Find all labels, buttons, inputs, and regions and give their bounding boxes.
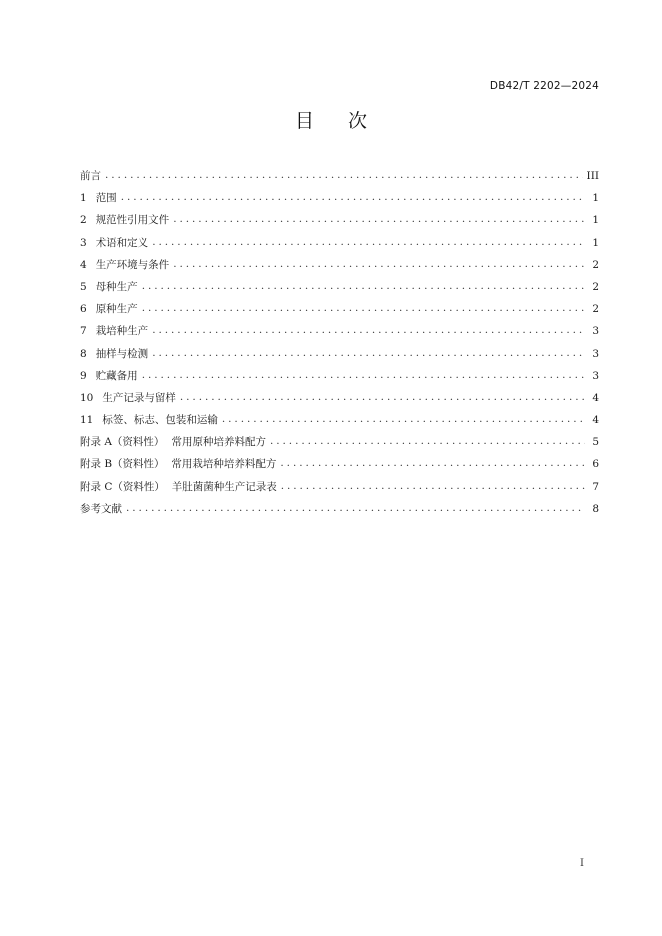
toc-entry-page: 3 [592,325,599,338]
toc-entry-page: 2 [592,258,599,271]
toc-entry-environment[interactable] [80,254,599,276]
toc-entry-number: 1 [80,192,87,205]
page-number: I [580,858,584,869]
toc-entry-records-samples[interactable] [80,387,599,409]
toc-entry-label: 附录 C（资料性） [80,480,165,493]
toc-leader-dots [180,386,585,408]
toc-leader-dots [280,452,585,474]
toc-entry-number: 11 [80,414,94,427]
page-title: 目 次 [294,110,382,132]
toc-entry-scope[interactable] [80,187,599,209]
toc-entry-page: 4 [592,391,599,404]
toc-entry-page: 6 [592,458,599,471]
toc-leader-dots [173,253,585,275]
toc-entry-page: 2 [592,280,599,293]
toc-entry-subtitle: 常用原种培养料配方 [171,436,266,449]
toc-entry-number: 2 [80,214,87,227]
toc-entry-appendix-c[interactable] [80,476,599,498]
toc-entry-subtitle: 常用栽培种培养料配方 [171,458,277,471]
toc-entry-page: 4 [592,414,599,427]
toc-entry-labeling-packaging[interactable] [80,409,599,431]
toc-leader-dots [121,186,585,208]
toc-entry-number: 3 [80,236,87,249]
toc-entry-number: 4 [80,258,87,271]
toc-entry-number: 7 [80,325,87,338]
toc-entry-number: 6 [80,303,87,316]
toc-entry-label: 前言 [80,170,101,182]
toc-leader-dots [105,164,583,186]
toc-entry-number: 5 [80,280,87,293]
toc-entry-label: 栽培种生产 [95,325,149,338]
toc-entry-label: 贮藏备用 [95,369,138,382]
toc-entry-label: 术语和定义 [95,236,149,249]
toc-entry-page: III [586,170,599,182]
toc-leader-dots [126,497,585,519]
toc-leader-dots [152,231,585,253]
toc-entry-storage[interactable] [80,365,599,387]
toc-entry-page: 7 [592,480,599,493]
toc-entry-label: 附录 B（资料性） [80,458,165,471]
table-of-contents [80,165,599,520]
toc-entry-cultivated-culture[interactable] [80,320,599,342]
toc-leader-dots [142,297,585,319]
toc-entry-mother-culture[interactable] [80,276,599,298]
toc-entry-number: 8 [80,347,87,360]
toc-entry-label: 抽样与检测 [95,347,149,360]
toc-entry-terms-definitions[interactable] [80,232,599,254]
toc-leader-dots [142,275,585,297]
toc-entry-page: 3 [592,347,599,360]
toc-entry-page: 1 [592,192,599,205]
toc-leader-dots [173,208,585,230]
toc-entry-sampling-testing[interactable] [80,343,599,365]
toc-entry-original-culture[interactable] [80,298,599,320]
toc-entry-page: 2 [592,303,599,316]
toc-leader-dots [281,475,585,497]
toc-entry-appendix-b[interactable] [80,453,599,475]
toc-leader-dots [142,364,585,386]
toc-entry-page: 3 [592,369,599,382]
toc-entry-label: 原种生产 [95,303,138,316]
toc-entry-number: 10 [80,391,94,404]
standard-code: DB42/T 2202—2024 [489,80,599,92]
toc-entry-label: 范围 [95,192,117,205]
toc-entry-label: 参考文献 [80,502,122,515]
toc-leader-dots [152,342,585,364]
toc-entry-subtitle: 羊肚菌菌种生产记录表 [171,480,277,493]
toc-entry-page: 1 [592,236,599,249]
toc-entry-foreword[interactable] [80,165,599,187]
toc-leader-dots [270,430,585,452]
toc-entry-label: 生产记录与留样 [102,391,176,404]
toc-entry-page: 5 [592,436,599,449]
toc-entry-label: 附录 A（资料性） [80,436,165,449]
toc-entry-label: 标签、标志、包装和运输 [102,414,218,427]
toc-entry-number: 9 [80,369,87,382]
toc-entry-page: 1 [592,214,599,227]
toc-entry-normative-references[interactable] [80,209,599,231]
toc-entry-page: 8 [592,502,599,515]
toc-leader-dots [222,408,585,430]
toc-entry-label: 规范性引用文件 [95,214,170,227]
toc-entry-references[interactable] [80,498,599,520]
toc-leader-dots [152,319,585,341]
toc-entry-label: 生产环境与条件 [95,258,170,271]
toc-entry-label: 母种生产 [95,280,138,293]
toc-entry-appendix-a[interactable] [80,431,599,453]
